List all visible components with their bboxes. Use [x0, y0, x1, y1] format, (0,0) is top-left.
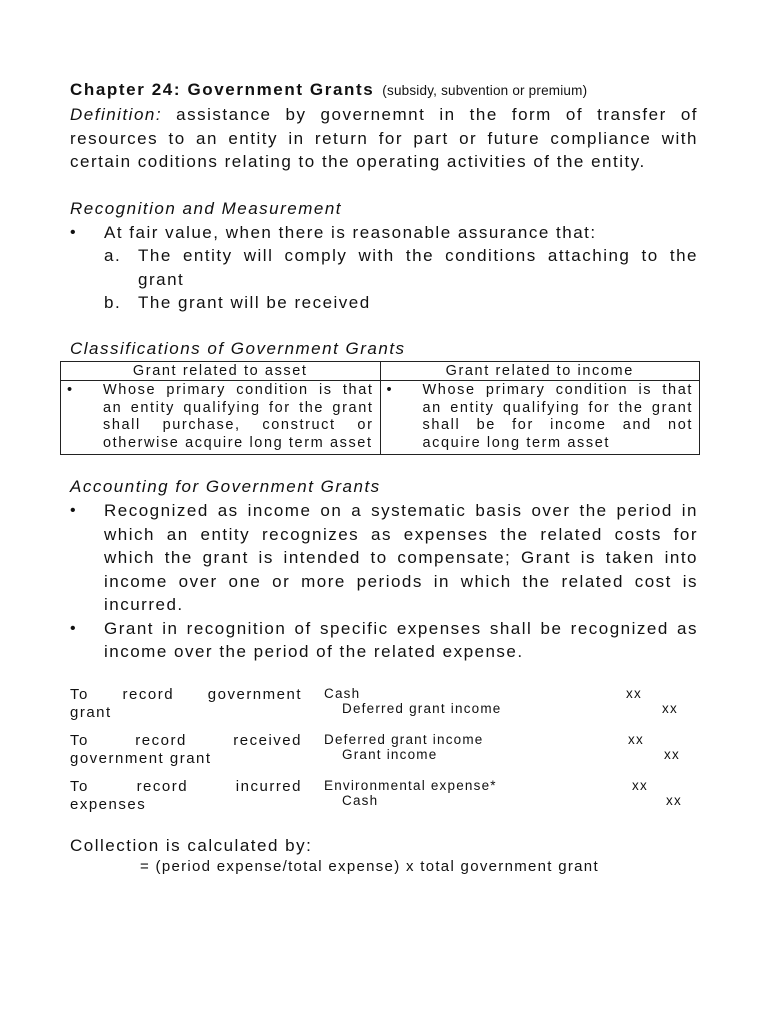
list-item — [70, 617, 698, 664]
table-row — [61, 381, 700, 455]
credit-amount: xx — [666, 793, 682, 808]
credit-amount: xx — [662, 701, 678, 716]
table-cell — [61, 381, 381, 455]
table-cell — [380, 381, 700, 455]
column-header: Grant related to income — [380, 361, 700, 381]
credit-account: Cash — [342, 793, 379, 808]
entry-desc-line: To record received — [70, 731, 302, 749]
bullet-icon: • — [67, 382, 74, 398]
definition-label: Definition: — [70, 105, 163, 124]
entry-desc-line: government grant — [70, 749, 212, 767]
column-header: Grant related to asset — [61, 361, 381, 381]
item-letter: a. — [104, 246, 122, 265]
chapter-heading — [70, 78, 698, 103]
accounting-list — [70, 499, 698, 664]
accounting-bullet-text: Grant in recognition of specific expenses shall be recognized as income over the period of the related expense. — [104, 618, 698, 661]
table-header-row — [61, 361, 700, 381]
list-item — [70, 221, 698, 245]
debit-line — [324, 732, 698, 748]
cell-text: Whose primary condition is that an entity qualifying for the grant shall purchase, construct or otherwise acquire long term asset — [103, 382, 374, 451]
definition-text: assistance by governemnt in the form of transfer of resources to an entity in return for part or future compliance with certain coditions relating to the operating activities of the entity. — [70, 105, 698, 171]
credit-line — [324, 747, 698, 763]
entry-description — [70, 686, 302, 722]
credit-amount: xx — [664, 747, 680, 762]
list-item — [104, 291, 698, 315]
entry-lines — [302, 778, 698, 814]
document-page — [67, 78, 698, 877]
entry-description — [70, 778, 302, 814]
bullet-icon: • — [70, 619, 78, 637]
debit-account: Environmental expense* — [324, 777, 497, 793]
collection-formula: = (period expense/total expense) x total government grant — [140, 858, 599, 875]
accounting-heading: Accounting for Government Grants — [70, 477, 381, 496]
entry-desc-line: To record incurred — [70, 777, 302, 795]
journal-entry — [70, 686, 698, 722]
bullet-icon: • — [70, 502, 78, 519]
journal-entry — [70, 732, 698, 768]
cell-text: Whose primary condition is that an entity qualifying for the grant shall be for income and not acquire long term asset — [422, 382, 693, 451]
entry-desc-line: expenses — [70, 795, 147, 813]
credit-line — [324, 701, 698, 717]
debit-amount: xx — [626, 685, 642, 701]
debit-line — [324, 686, 698, 702]
recognition-bullet-text: At fair value, when there is reasonable assurance that: — [104, 222, 597, 242]
journal-entry — [70, 778, 698, 814]
journal-entries — [70, 686, 698, 814]
chapter-subtitle: (subsidy, subvention or premium) — [382, 83, 588, 98]
item-text: The entity will comply with the conditions attaching to the grant — [138, 246, 698, 289]
definition-paragraph — [70, 103, 698, 174]
debit-amount: xx — [628, 731, 644, 747]
collection-label: Collection is calculated by: — [70, 835, 313, 855]
classifications-heading: Classifications of Government Grants — [70, 338, 406, 358]
entry-lines — [302, 686, 698, 722]
credit-line — [324, 793, 698, 809]
recognition-list — [70, 221, 698, 315]
debit-line — [324, 778, 698, 794]
debit-amount: xx — [632, 777, 648, 793]
debit-account: Deferred grant income — [324, 731, 484, 747]
debit-account: Cash — [324, 685, 361, 701]
entry-desc-line: To record government — [70, 685, 302, 703]
bullet-icon: • — [386, 382, 394, 398]
classifications-table — [60, 361, 700, 456]
bullet-icon: • — [70, 223, 78, 241]
credit-account: Deferred grant income — [342, 701, 502, 716]
list-item — [104, 244, 698, 291]
entry-description — [70, 732, 302, 768]
entry-desc-line: grant — [70, 703, 112, 721]
chapter-title: Chapter 24: Government Grants — [70, 80, 375, 99]
item-text: The grant will be received — [138, 293, 371, 312]
credit-account: Grant income — [342, 747, 438, 762]
item-letter: b. — [104, 293, 122, 312]
list-item — [70, 499, 698, 617]
recognition-heading: Recognition and Measurement — [70, 198, 343, 218]
entry-lines — [302, 732, 698, 768]
accounting-bullet-text: Recognized as income on a systematic basis over the period in which an entity recognizes as expenses the related costs for which the grant is intended to compensate; Grant is taken into income over one or more periods in which the related cost is incurred. — [104, 501, 698, 614]
